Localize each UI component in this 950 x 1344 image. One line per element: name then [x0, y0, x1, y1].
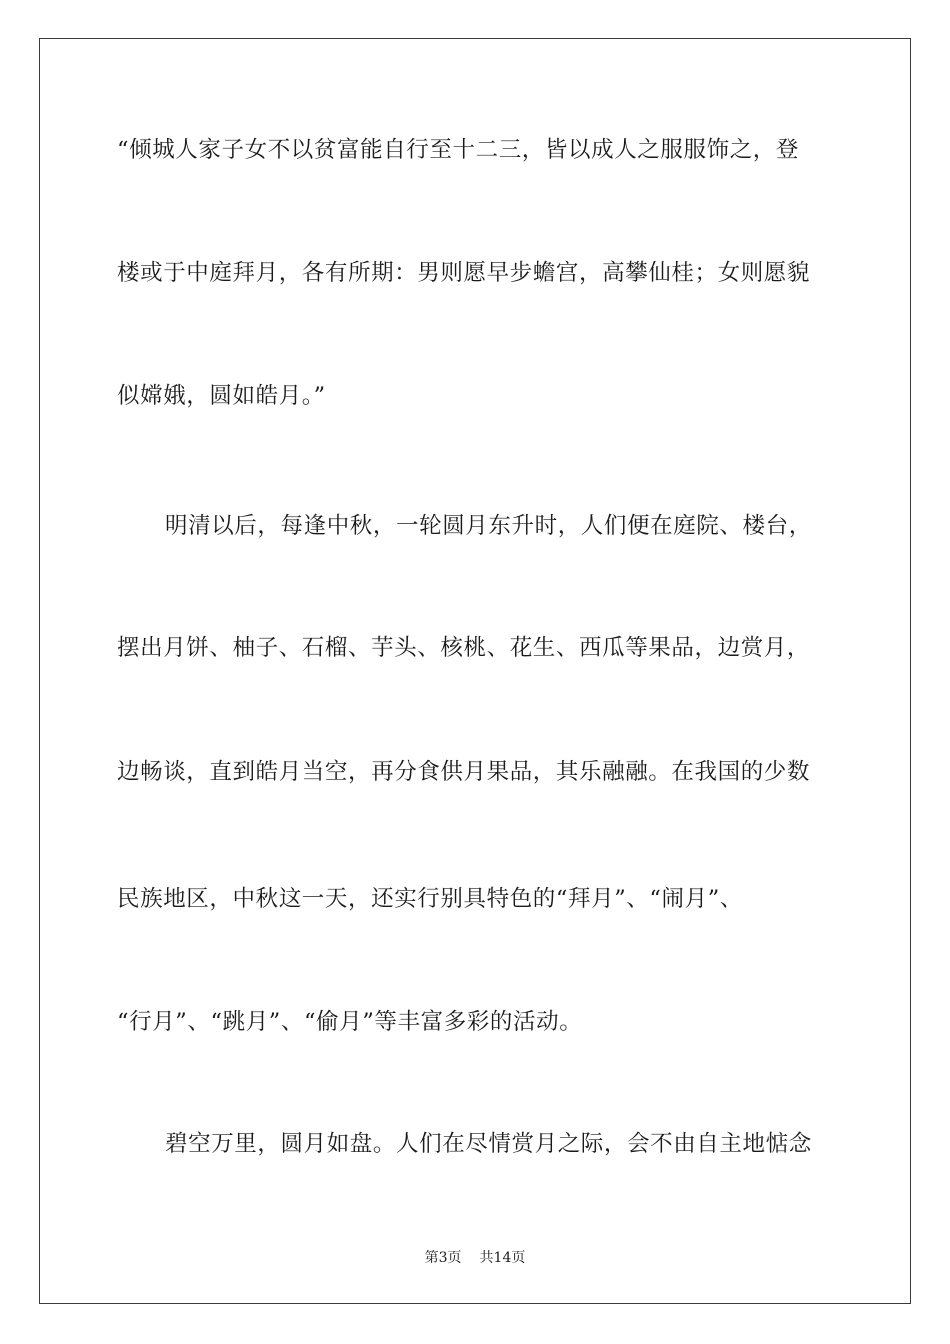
- page-footer: [0, 1249, 950, 1267]
- paragraph-first-line: 碧空万里，圆月如盘。人们在尽情赏月之际，会不由自主地惦念: [165, 1131, 812, 1157]
- text-line: 楼或于中庭拜月，各有所期：男则愿早步蟾宫，高攀仙桂；女则愿貌: [117, 260, 811, 286]
- text-line: 似嫦娥，圆如皓月。”: [117, 383, 326, 409]
- text-line: 摆出月饼、柚子、石榴、芋头、核桃、花生、西瓜等果品，边赏月，: [117, 635, 811, 661]
- page-total: 共14页: [479, 1250, 526, 1266]
- text-line: “倾城人家子女不以贫富能自行至十二三，皆以成人之服服饰之，登: [117, 137, 800, 163]
- page-border: [39, 38, 911, 1304]
- text-line: 民族地区，中秋这一天，还实行别具特色的“拜月”、“闹月”、: [117, 886, 743, 912]
- page-number: 第3页: [424, 1250, 462, 1266]
- text-line: 边畅谈，直到皓月当空，再分食供月果品，其乐融融。在我国的少数: [117, 759, 811, 785]
- paragraph-first-line: 明清以后，每逢中秋，一轮圆月东升时，人们便在庭院、楼台，: [165, 513, 812, 539]
- text-line: “行月”、“跳月”、“偷月”等丰富多彩的活动。: [117, 1009, 583, 1035]
